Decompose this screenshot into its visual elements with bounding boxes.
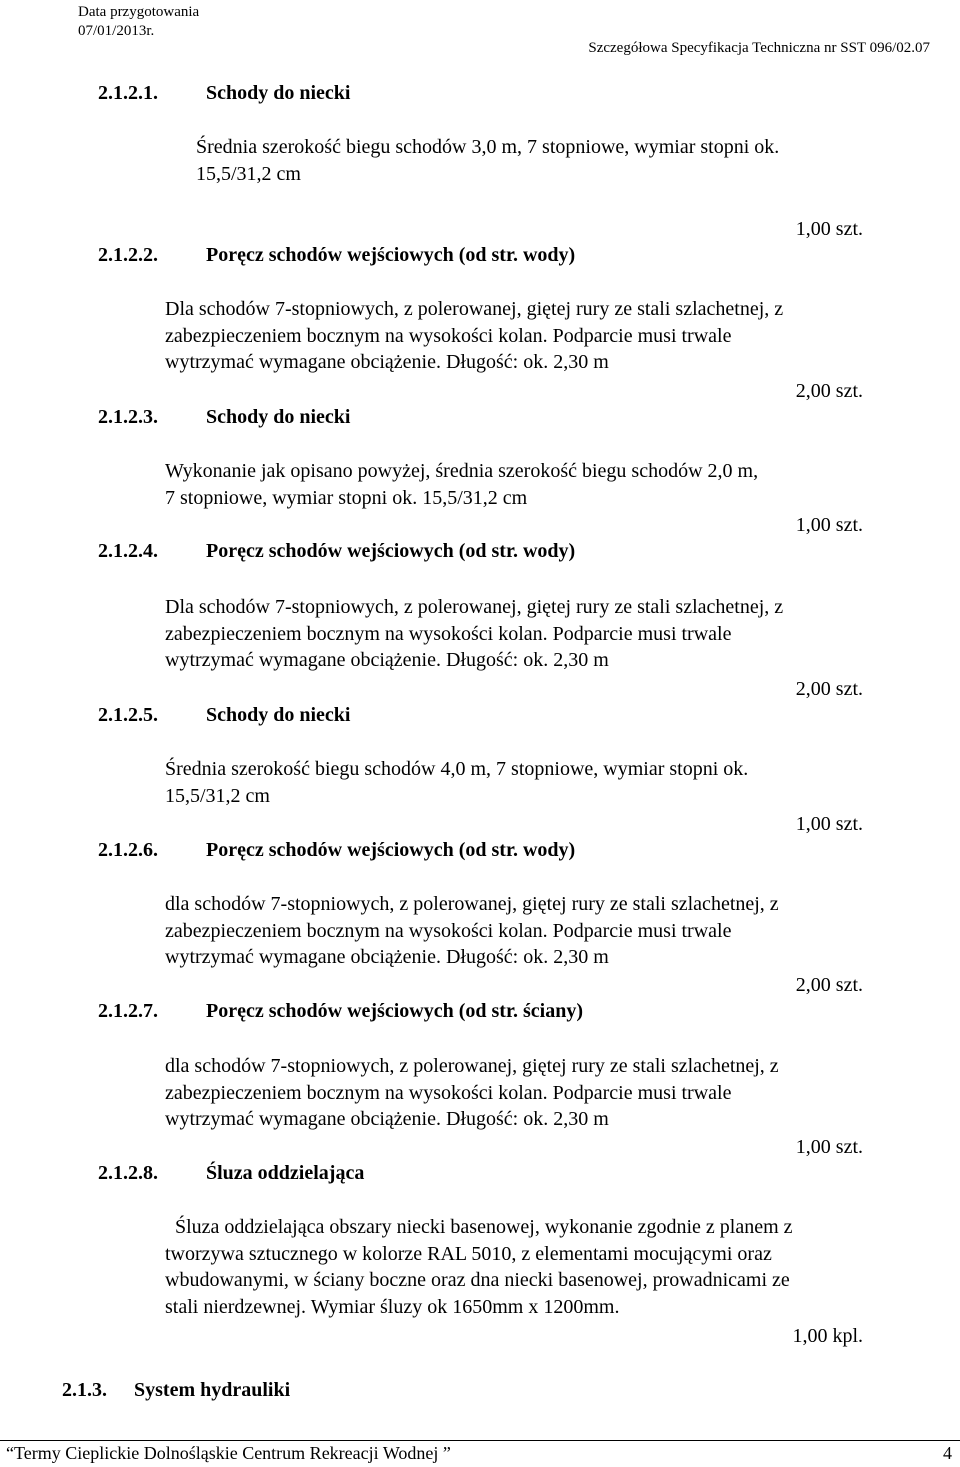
- section-number: 2.1.2.8.: [98, 1162, 158, 1184]
- body-line: Wykonanie jak opisano powyżej, średnia szerokość biegu schodów 2,0 m,: [165, 460, 759, 482]
- prep-date-value: 07/01/2013r.: [78, 23, 155, 39]
- section-title: Poręcz schodów wejściowych (od str. ściany): [206, 1000, 583, 1022]
- spec-number: Szczegółowa Specyfikacja Techniczna nr SST 096/02.07: [588, 40, 930, 56]
- quote-close: ”: [442, 1443, 451, 1463]
- section-body: [196, 134, 779, 187]
- prep-date-label: Data przygotowania: [78, 4, 200, 20]
- body-line: wytrzymać wymagane obciążenie. Długość: ok. 2,30 m: [165, 946, 609, 968]
- section-quantity: 1,00 szt.: [795, 218, 863, 240]
- section-number: 2.1.3.: [62, 1379, 107, 1401]
- body-line: 15,5/31,2 cm: [165, 784, 270, 807]
- section-title: Poręcz schodów wejściowych (od str. wody): [206, 540, 576, 562]
- body-line: zabezpieczeniem bocznym na wysokości kolan. Podparcie musi trwale: [165, 324, 732, 347]
- section-number: 2.1.2.6.: [98, 839, 158, 861]
- section-quantity: 2,00 szt.: [795, 974, 863, 996]
- body-line: Śluza oddzielająca obszary niecki basenowej, wykonanie zgodnie z planem z: [175, 1216, 793, 1238]
- section-number: 2.1.2.3.: [98, 406, 158, 428]
- section-quantity: 1,00 szt.: [795, 813, 863, 835]
- section-body: [165, 756, 748, 809]
- body-line: dla schodów 7-stopniowych, z polerowanej, giętej rury ze stali szlachetnej, z: [165, 1055, 779, 1077]
- section-number: 2.1.2.2.: [98, 244, 158, 266]
- section-body: [165, 594, 783, 674]
- section-body: [165, 296, 783, 376]
- section-number: 2.1.2.7.: [98, 1000, 158, 1022]
- body-line: wbudowanymi, w ściany boczne oraz dna niecki basenowej, prowadnicami ze: [165, 1269, 790, 1291]
- footer-text: Termy Cieplickie Dolnośląskie Centrum Rekreacji Wodnej: [14, 1443, 439, 1463]
- section-title: Schody do niecki: [206, 704, 351, 726]
- body-line: zabezpieczeniem bocznym na wysokości kolan. Podparcie musi trwale: [165, 622, 732, 645]
- body-line: stali nierdzewnej. Wymiar śluzy ok 1650mm x 1200mm.: [165, 1295, 620, 1318]
- section-body: [165, 458, 758, 511]
- section-title: System hydrauliki: [134, 1379, 291, 1401]
- footer-project: [6, 1443, 451, 1463]
- section-quantity: 1,00 szt.: [795, 514, 863, 536]
- section-number: 2.1.2.1.: [98, 82, 158, 104]
- section-quantity: 1,00 szt.: [795, 1136, 863, 1158]
- body-line: Dla schodów 7-stopniowych, z polerowanej, giętej rury ze stali szlachetnej, z: [165, 596, 784, 618]
- section-number: 2.1.2.5.: [98, 704, 158, 726]
- section-body: [165, 1214, 793, 1320]
- section-title: Poręcz schodów wejściowych (od str. wody): [206, 839, 576, 861]
- section-title: Śluza oddzielająca: [206, 1162, 365, 1184]
- section-title: Schody do niecki: [206, 406, 351, 428]
- body-line: Średnia szerokość biegu schodów 3,0 m, 7 stopniowe, wymiar stopni ok.: [196, 136, 780, 158]
- section-quantity: 2,00 szt.: [795, 678, 863, 700]
- body-line: wytrzymać wymagane obciążenie. Długość: ok. 2,30 m: [165, 1108, 609, 1130]
- footer-divider: [0, 1440, 960, 1441]
- body-line: wytrzymać wymagane obciążenie. Długość: ok. 2,30 m: [165, 351, 609, 373]
- section-body: [165, 891, 779, 971]
- body-line: Dla schodów 7-stopniowych, z polerowanej, giętej rury ze stali szlachetnej, z: [165, 298, 784, 320]
- body-line: zabezpieczeniem bocznym na wysokości kolan. Podparcie musi trwale: [165, 1081, 732, 1104]
- section-title: Poręcz schodów wejściowych (od str. wody): [206, 244, 576, 266]
- body-line: tworzywa sztucznego w kolorze RAL 5010, z elementami mocującymi oraz: [165, 1242, 772, 1265]
- body-line: Średnia szerokość biegu schodów 4,0 m, 7 stopniowe, wymiar stopni ok.: [165, 758, 749, 780]
- body-line: dla schodów 7-stopniowych, z polerowanej, giętej rury ze stali szlachetnej, z: [165, 893, 779, 915]
- page-number: 4: [943, 1443, 952, 1463]
- body-line: 15,5/31,2 cm: [196, 162, 301, 185]
- body-line: zabezpieczeniem bocznym na wysokości kolan. Podparcie musi trwale: [165, 919, 732, 942]
- section-body: [165, 1053, 779, 1133]
- section-number: 2.1.2.4.: [98, 540, 158, 562]
- body-line: 7 stopniowe, wymiar stopni ok. 15,5/31,2 cm: [165, 486, 528, 509]
- section-quantity: 2,00 szt.: [795, 380, 863, 402]
- section-quantity: 1,00 kpl.: [792, 1325, 863, 1347]
- section-title: Schody do niecki: [206, 82, 351, 104]
- quote-open: “: [6, 1443, 14, 1463]
- body-line: wytrzymać wymagane obciążenie. Długość: ok. 2,30 m: [165, 649, 609, 671]
